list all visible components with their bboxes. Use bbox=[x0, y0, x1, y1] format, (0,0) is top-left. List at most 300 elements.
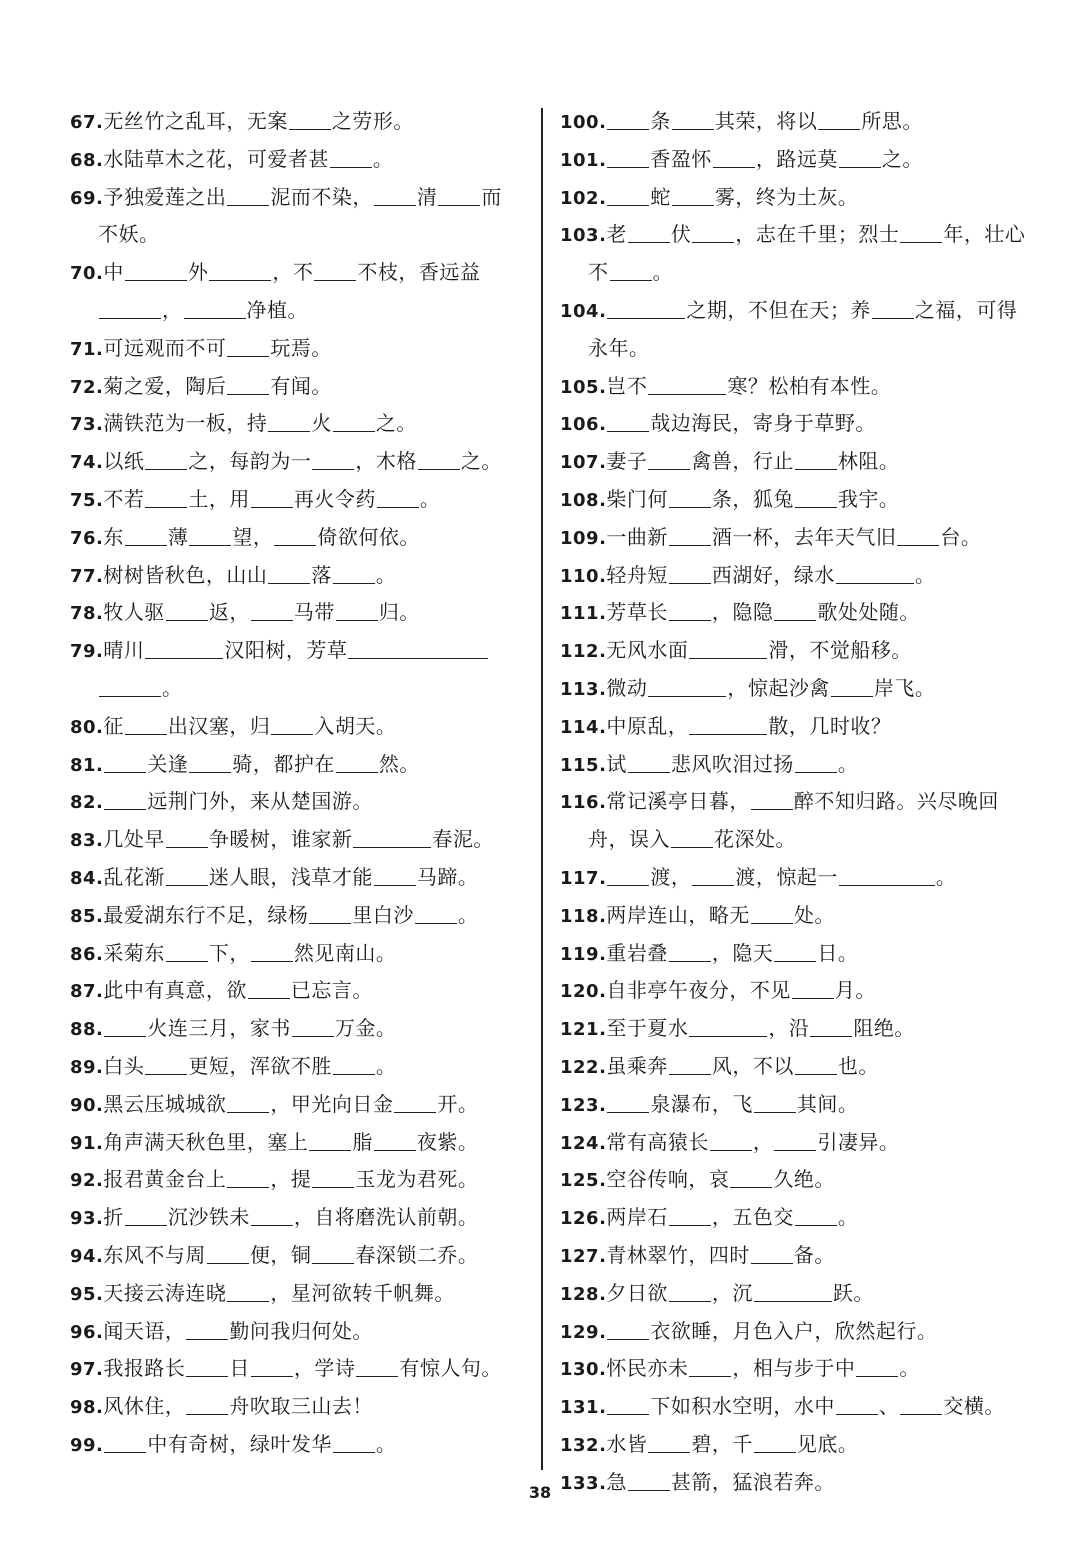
answer-blank[interactable] bbox=[607, 1319, 649, 1340]
question-line bbox=[560, 216, 1030, 254]
answer-blank[interactable] bbox=[610, 260, 652, 281]
question-text: 阻绝。 bbox=[853, 1016, 915, 1041]
question-text: 一曲新 bbox=[606, 524, 668, 549]
answer-blank[interactable] bbox=[289, 109, 331, 130]
question-text: 牧人驱 bbox=[103, 600, 165, 625]
answer-blank[interactable] bbox=[145, 449, 187, 470]
answer-blank[interactable] bbox=[251, 941, 293, 962]
answer-blank[interactable] bbox=[104, 1016, 146, 1037]
question-text: 予独爱莲之出 bbox=[103, 184, 227, 209]
answer-blank[interactable] bbox=[209, 260, 271, 281]
answer-blank[interactable] bbox=[754, 1281, 832, 1302]
question-text: ，星河欲转千帆舞。 bbox=[270, 1280, 455, 1305]
answer-blank[interactable] bbox=[774, 600, 816, 621]
question-text: 闻天语， bbox=[103, 1318, 186, 1343]
question-text: 。 bbox=[162, 675, 183, 700]
answer-blank[interactable] bbox=[795, 1205, 837, 1226]
answer-blank[interactable] bbox=[607, 411, 649, 432]
answer-blank[interactable] bbox=[312, 1167, 354, 1188]
answer-blank[interactable] bbox=[792, 978, 834, 999]
answer-blank[interactable] bbox=[418, 449, 460, 470]
answer-blank[interactable] bbox=[145, 487, 187, 508]
question-text: 泥而不染， bbox=[270, 184, 373, 209]
answer-blank[interactable] bbox=[669, 1205, 711, 1226]
answer-blank[interactable] bbox=[330, 147, 372, 168]
question-text: 花深处。 bbox=[714, 827, 796, 852]
question-text: 之期，不但在天；养 bbox=[686, 297, 871, 322]
question-text: 可远观而不可 bbox=[103, 335, 227, 360]
question-line bbox=[70, 859, 530, 897]
question-text: 至于夏水 bbox=[606, 1016, 689, 1041]
question-line bbox=[70, 292, 530, 330]
question-text: 条，狐兔 bbox=[711, 486, 794, 511]
question-number: 78. bbox=[70, 603, 104, 625]
question-text: 之。 bbox=[375, 411, 417, 436]
question-text: 无风水面 bbox=[606, 638, 689, 663]
question-text: 。 bbox=[837, 751, 859, 776]
answer-blank[interactable] bbox=[671, 827, 713, 848]
question-text: 寒？松柏有本性。 bbox=[727, 373, 892, 398]
question-text: ， bbox=[752, 1129, 774, 1154]
question-line bbox=[70, 1388, 530, 1426]
question-text: 有惊人句。 bbox=[399, 1356, 502, 1381]
question-line bbox=[560, 519, 1030, 557]
question-number: 91. bbox=[70, 1132, 104, 1154]
question-text: 酒一杯，去年天气旧 bbox=[711, 524, 897, 549]
answer-blank[interactable] bbox=[856, 1356, 898, 1377]
question-text: 此中有真意，欲 bbox=[103, 978, 247, 1003]
answer-blank[interactable] bbox=[207, 1243, 249, 1264]
answer-blank[interactable] bbox=[836, 1394, 878, 1415]
question-text: 其间。 bbox=[796, 1091, 859, 1116]
question-line bbox=[70, 1124, 530, 1162]
question-text: 久绝。 bbox=[773, 1167, 835, 1192]
answer-blank[interactable] bbox=[166, 865, 208, 886]
question-text: 悲风吹泪过扬 bbox=[670, 751, 794, 776]
question-number: 128. bbox=[560, 1283, 607, 1305]
answer-blank[interactable] bbox=[348, 638, 488, 659]
answer-blank[interactable] bbox=[314, 260, 356, 281]
question-text: 月。 bbox=[834, 978, 876, 1003]
question-number: 131. bbox=[560, 1397, 607, 1419]
answer-blank[interactable] bbox=[607, 298, 685, 319]
question-line bbox=[560, 821, 1030, 859]
question-text: 西湖好，绿水 bbox=[711, 562, 835, 587]
answer-blank[interactable] bbox=[271, 714, 313, 735]
answer-blank[interactable] bbox=[438, 185, 480, 206]
question-number: 86. bbox=[70, 943, 104, 965]
question-text: 微动 bbox=[606, 675, 648, 700]
answer-blank[interactable] bbox=[713, 147, 755, 168]
answer-blank[interactable] bbox=[166, 827, 208, 848]
question-text: 之。 bbox=[460, 449, 502, 474]
answer-blank[interactable] bbox=[751, 1243, 793, 1264]
question-line bbox=[560, 179, 1030, 217]
answer-blank[interactable] bbox=[689, 1356, 731, 1377]
answer-blank[interactable] bbox=[125, 1205, 167, 1226]
question-number: 127. bbox=[560, 1245, 607, 1267]
question-text: 树树皆秋色，山山 bbox=[103, 562, 268, 587]
answer-blank[interactable] bbox=[251, 600, 293, 621]
answer-blank[interactable] bbox=[730, 1167, 772, 1188]
question-line bbox=[70, 1199, 530, 1237]
answer-blank[interactable] bbox=[227, 1167, 269, 1188]
question-text: 下如积水空明，水中 bbox=[650, 1394, 835, 1419]
question-text: 柴门何 bbox=[606, 486, 668, 511]
question-number: 87. bbox=[70, 981, 104, 1003]
question-line bbox=[560, 254, 1030, 292]
answer-blank[interactable] bbox=[692, 865, 734, 886]
answer-blank[interactable] bbox=[648, 1432, 690, 1453]
question-text: 净植。 bbox=[246, 297, 308, 322]
question-number: 92. bbox=[70, 1170, 104, 1192]
question-text: 汉阳树，芳草 bbox=[224, 638, 348, 663]
answer-blank[interactable] bbox=[374, 865, 416, 886]
answer-blank[interactable] bbox=[672, 109, 714, 130]
answer-blank[interactable] bbox=[415, 903, 457, 924]
question-line bbox=[70, 935, 530, 973]
answer-blank[interactable] bbox=[607, 1394, 649, 1415]
answer-blank[interactable] bbox=[186, 1394, 228, 1415]
answer-blank[interactable] bbox=[374, 185, 416, 206]
question-text: 引凄异。 bbox=[817, 1129, 900, 1154]
question-text: 远荆门外，来从楚国游。 bbox=[147, 789, 373, 814]
question-number: 71. bbox=[70, 338, 104, 360]
question-text: 泉瀑布，飞 bbox=[650, 1091, 753, 1116]
question-number: 114. bbox=[560, 716, 607, 738]
question-text: 妻子 bbox=[606, 449, 648, 474]
answer-blank[interactable] bbox=[669, 487, 711, 508]
question-number: 110. bbox=[560, 565, 607, 587]
question-line bbox=[70, 821, 530, 859]
question-text: 散，几时收？ bbox=[768, 713, 892, 738]
question-text: 老 bbox=[606, 222, 627, 247]
answer-blank[interactable] bbox=[251, 1205, 293, 1226]
question-text: 便，铜 bbox=[249, 1242, 312, 1267]
question-line bbox=[560, 1426, 1030, 1464]
answer-blank[interactable] bbox=[333, 563, 375, 584]
answer-blank[interactable] bbox=[669, 600, 711, 621]
answer-blank[interactable] bbox=[104, 1432, 146, 1453]
answer-blank[interactable] bbox=[751, 789, 793, 810]
answer-blank[interactable] bbox=[669, 941, 711, 962]
question-text: ，沿 bbox=[768, 1016, 810, 1041]
question-number: 132. bbox=[560, 1434, 607, 1456]
answer-blank[interactable] bbox=[689, 638, 767, 659]
question-number: 125. bbox=[560, 1170, 607, 1192]
answer-blank[interactable] bbox=[754, 1092, 796, 1113]
answer-blank[interactable] bbox=[607, 109, 649, 130]
question-number: 77. bbox=[70, 565, 104, 587]
answer-blank[interactable] bbox=[166, 600, 208, 621]
question-text: 备。 bbox=[793, 1242, 835, 1267]
answer-blank[interactable] bbox=[333, 1054, 375, 1075]
question-text: 台。 bbox=[940, 524, 982, 549]
question-line bbox=[560, 897, 1030, 935]
question-text: ，隐隐 bbox=[711, 600, 774, 625]
answer-blank[interactable] bbox=[189, 525, 231, 546]
answer-blank[interactable] bbox=[628, 222, 670, 243]
answer-blank[interactable] bbox=[184, 298, 246, 319]
question-number: 103. bbox=[560, 225, 607, 247]
answer-blank[interactable] bbox=[648, 374, 726, 395]
answer-blank[interactable] bbox=[628, 752, 670, 773]
answer-blank[interactable] bbox=[831, 676, 873, 697]
question-number: 113. bbox=[560, 678, 607, 700]
question-text: ，五色交 bbox=[711, 1205, 794, 1230]
question-number: 116. bbox=[560, 792, 607, 814]
question-text: 。 bbox=[914, 562, 936, 587]
question-text: ，学诗 bbox=[293, 1356, 356, 1381]
answer-blank[interactable] bbox=[607, 865, 649, 886]
question-number: 95. bbox=[70, 1283, 104, 1305]
answer-blank[interactable] bbox=[669, 1054, 711, 1075]
answer-blank[interactable] bbox=[818, 109, 860, 130]
question-text: 勤问我归何处。 bbox=[229, 1318, 373, 1343]
answer-blank[interactable] bbox=[669, 525, 711, 546]
question-text: 土，用 bbox=[188, 486, 250, 511]
answer-blank[interactable] bbox=[227, 1281, 269, 1302]
question-text: 渡， bbox=[650, 864, 692, 889]
question-number: 102. bbox=[560, 187, 607, 209]
question-line bbox=[70, 405, 530, 443]
answer-blank[interactable] bbox=[336, 752, 378, 773]
question-text: 而 bbox=[481, 184, 502, 209]
question-text: 衣欲睡，月色入户，欣然起行。 bbox=[650, 1318, 938, 1343]
answer-blank[interactable] bbox=[353, 827, 431, 848]
answer-blank[interactable] bbox=[900, 1394, 942, 1415]
question-text: 有闻。 bbox=[270, 373, 332, 398]
question-text: 春深锁二乔。 bbox=[355, 1242, 479, 1267]
question-line bbox=[560, 141, 1030, 179]
answer-blank[interactable] bbox=[774, 1130, 816, 1151]
question-line bbox=[70, 1275, 530, 1313]
question-text: 其荣，将以 bbox=[714, 109, 818, 133]
question-text: 常记溪亭日暮， bbox=[606, 789, 750, 814]
question-text: 、 bbox=[878, 1394, 900, 1419]
answer-blank[interactable] bbox=[274, 525, 316, 546]
question-text: 水陆草木之花，可爱者甚 bbox=[103, 146, 329, 171]
question-line bbox=[70, 1048, 530, 1086]
answer-blank[interactable] bbox=[309, 1130, 351, 1151]
question-text: 清 bbox=[416, 184, 438, 209]
answer-blank[interactable] bbox=[795, 752, 837, 773]
answer-blank[interactable] bbox=[839, 865, 935, 886]
question-line bbox=[560, 670, 1030, 708]
question-line bbox=[560, 746, 1030, 784]
question-text: 我宇。 bbox=[837, 486, 900, 511]
answer-blank[interactable] bbox=[312, 449, 354, 470]
question-text: ，提 bbox=[270, 1167, 312, 1192]
answer-blank[interactable] bbox=[227, 336, 269, 357]
question-text: ，志在千里；烈士 bbox=[735, 222, 900, 247]
answer-blank[interactable] bbox=[689, 714, 767, 735]
question-text: 。 bbox=[419, 486, 441, 511]
answer-blank[interactable] bbox=[872, 298, 914, 319]
answer-blank[interactable] bbox=[839, 147, 881, 168]
answer-blank[interactable] bbox=[99, 298, 161, 319]
question-text: 伏 bbox=[670, 222, 692, 247]
question-number: 81. bbox=[70, 754, 104, 776]
question-text: ，沉 bbox=[711, 1280, 753, 1305]
question-line bbox=[70, 670, 530, 708]
question-line bbox=[70, 481, 530, 519]
question-text: 更短，浑欲不胜 bbox=[188, 1053, 332, 1078]
answer-blank[interactable] bbox=[251, 487, 293, 508]
question-text: 关逢 bbox=[147, 751, 189, 776]
question-text: 白头 bbox=[103, 1053, 145, 1078]
question-number: 109. bbox=[560, 527, 607, 549]
question-number: 68. bbox=[70, 149, 104, 171]
answer-blank[interactable] bbox=[248, 978, 290, 999]
answer-blank[interactable] bbox=[810, 1016, 852, 1037]
answer-blank[interactable] bbox=[648, 676, 726, 697]
question-number: 115. bbox=[560, 754, 607, 776]
question-text: ，惊起沙禽 bbox=[727, 675, 830, 700]
question-number: 69. bbox=[70, 187, 104, 209]
question-text: 渡，惊起一 bbox=[735, 864, 838, 889]
answer-blank[interactable] bbox=[104, 752, 146, 773]
answer-blank[interactable] bbox=[268, 411, 310, 432]
answer-blank[interactable] bbox=[394, 1092, 436, 1113]
answer-blank[interactable] bbox=[897, 525, 939, 546]
question-text: 我报路长 bbox=[103, 1356, 186, 1381]
question-text: 返， bbox=[208, 600, 250, 625]
question-line bbox=[70, 368, 530, 406]
question-text: 虽乘奔 bbox=[606, 1053, 668, 1078]
question-text: 林阻。 bbox=[837, 449, 900, 474]
question-text: 折 bbox=[103, 1205, 124, 1230]
question-text: 年，壮心 bbox=[943, 222, 1026, 247]
answer-blank[interactable] bbox=[309, 903, 351, 924]
answer-blank[interactable] bbox=[900, 222, 942, 243]
answer-blank[interactable] bbox=[145, 1054, 187, 1075]
question-line bbox=[560, 1086, 1030, 1124]
answer-blank[interactable] bbox=[227, 185, 269, 206]
answer-blank[interactable] bbox=[336, 600, 378, 621]
answer-blank[interactable] bbox=[99, 676, 161, 697]
answer-blank[interactable] bbox=[333, 1432, 375, 1453]
question-line bbox=[560, 632, 1030, 670]
answer-blank[interactable] bbox=[672, 185, 714, 206]
question-line bbox=[70, 557, 530, 595]
answer-blank[interactable] bbox=[669, 563, 711, 584]
answer-blank[interactable] bbox=[648, 449, 690, 470]
answer-blank[interactable] bbox=[795, 1054, 837, 1075]
answer-blank[interactable] bbox=[607, 147, 649, 168]
question-number: 105. bbox=[560, 376, 607, 398]
question-text: 无丝竹之乱耳，无案 bbox=[103, 109, 288, 133]
question-number: 107. bbox=[560, 452, 607, 474]
question-line bbox=[70, 519, 530, 557]
answer-blank[interactable] bbox=[754, 1432, 796, 1453]
answer-blank[interactable] bbox=[710, 1130, 752, 1151]
question-line bbox=[70, 594, 530, 632]
answer-blank[interactable] bbox=[125, 714, 167, 735]
question-number: 82. bbox=[70, 792, 104, 814]
question-line bbox=[560, 1350, 1030, 1388]
answer-blank[interactable] bbox=[268, 563, 310, 584]
answer-blank[interactable] bbox=[607, 185, 649, 206]
question-text: 自非亭午夜分，不见 bbox=[606, 978, 791, 1003]
question-text: 不妖。 bbox=[98, 222, 160, 247]
question-number: 75. bbox=[70, 489, 104, 511]
question-text: 。 bbox=[375, 1053, 397, 1078]
answer-blank[interactable] bbox=[227, 1092, 269, 1113]
answer-blank[interactable] bbox=[227, 374, 269, 395]
answer-blank[interactable] bbox=[795, 449, 837, 470]
question-text: 怀民亦未 bbox=[606, 1356, 689, 1381]
answer-blank[interactable] bbox=[607, 1092, 649, 1113]
answer-blank[interactable] bbox=[795, 487, 837, 508]
question-text: 日。 bbox=[817, 940, 859, 965]
question-text: ，隐天 bbox=[711, 940, 774, 965]
question-text: 出汉塞，归 bbox=[167, 713, 271, 738]
question-text: 迷人眼，浅草才能 bbox=[208, 864, 373, 889]
answer-blank[interactable] bbox=[669, 1281, 711, 1302]
answer-blank[interactable] bbox=[751, 903, 793, 924]
question-text: 滑，不觉船移。 bbox=[768, 638, 912, 663]
question-number: 76. bbox=[70, 527, 104, 549]
answer-blank[interactable] bbox=[312, 1243, 354, 1264]
question-number: 97. bbox=[70, 1359, 104, 1381]
question-text: 。 bbox=[375, 1431, 397, 1456]
question-line bbox=[70, 972, 530, 1010]
answer-blank[interactable] bbox=[333, 411, 375, 432]
answer-blank[interactable] bbox=[774, 941, 816, 962]
answer-blank[interactable] bbox=[145, 638, 223, 659]
question-text: 两岸连山，略无 bbox=[606, 902, 750, 927]
question-number: 67. bbox=[70, 112, 104, 133]
answer-blank[interactable] bbox=[692, 222, 734, 243]
answer-blank[interactable] bbox=[189, 752, 231, 773]
question-line bbox=[560, 1388, 1030, 1426]
answer-blank[interactable] bbox=[251, 1356, 293, 1377]
answer-blank[interactable] bbox=[689, 1016, 767, 1037]
question-line bbox=[560, 859, 1030, 897]
answer-blank[interactable] bbox=[104, 789, 146, 810]
question-line bbox=[560, 708, 1030, 746]
question-number: 117. bbox=[560, 867, 607, 889]
answer-blank[interactable] bbox=[125, 260, 187, 281]
question-line bbox=[560, 103, 1030, 141]
question-text: ，甲光向日金 bbox=[270, 1091, 394, 1116]
answer-blank[interactable] bbox=[356, 1356, 398, 1377]
question-text: 风休住， bbox=[103, 1394, 186, 1419]
question-number: 79. bbox=[70, 641, 104, 663]
question-text: 望， bbox=[232, 524, 274, 549]
answer-blank[interactable] bbox=[186, 1356, 228, 1377]
question-number: 73. bbox=[70, 414, 104, 436]
answer-blank[interactable] bbox=[836, 563, 914, 584]
question-text: 中 bbox=[103, 260, 124, 285]
question-text: 玉龙为君死。 bbox=[355, 1167, 479, 1192]
question-text: 火 bbox=[311, 411, 332, 436]
answer-blank[interactable] bbox=[374, 1130, 416, 1151]
question-line bbox=[70, 443, 530, 481]
answer-blank[interactable] bbox=[186, 1319, 228, 1340]
question-text: ， bbox=[162, 297, 183, 322]
question-line bbox=[70, 1426, 530, 1464]
question-text: 乱花渐 bbox=[103, 864, 165, 889]
answer-blank[interactable] bbox=[166, 941, 208, 962]
question-text: 雾，终为土灰。 bbox=[714, 184, 859, 209]
question-text: 岸飞。 bbox=[873, 675, 936, 700]
answer-blank[interactable] bbox=[377, 487, 419, 508]
answer-blank[interactable] bbox=[125, 525, 167, 546]
answer-blank[interactable] bbox=[292, 1016, 334, 1037]
question-text: 入胡天。 bbox=[314, 713, 397, 738]
